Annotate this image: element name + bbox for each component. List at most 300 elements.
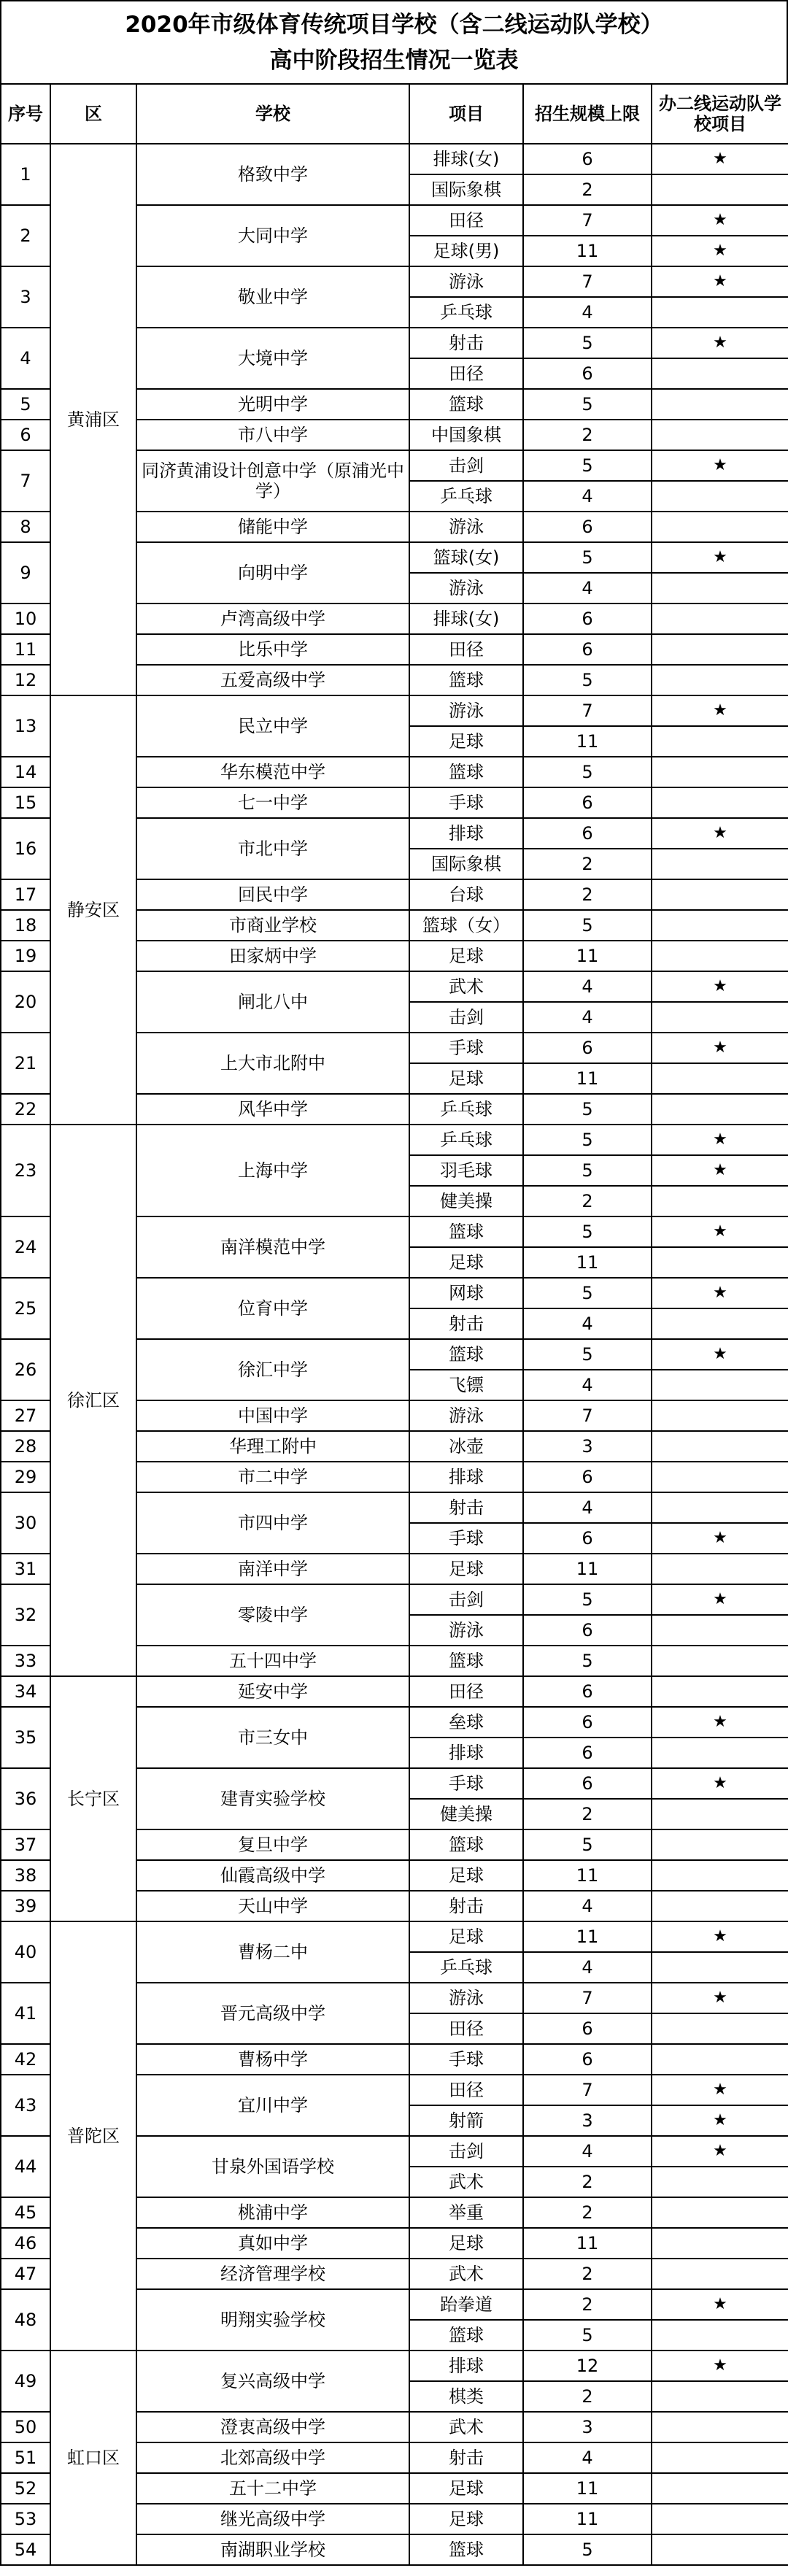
quota-value: 5	[523, 389, 652, 420]
school-name: 天山中学	[136, 1891, 409, 1921]
team-star: ★	[652, 236, 788, 266]
row-number: 22	[1, 1094, 50, 1125]
row-number: 30	[1, 1492, 50, 1554]
row-number: 50	[1, 2412, 50, 2442]
quota-value: 6	[523, 818, 652, 849]
table-row	[1, 1921, 788, 1952]
sport-item: 篮球	[409, 2320, 523, 2351]
quota-value: 5	[523, 665, 652, 695]
team-star	[652, 2534, 788, 2565]
team-star: ★	[652, 1216, 788, 1247]
quota-value: 4	[523, 1370, 652, 1400]
school-name: 仙霞高级中学	[136, 1860, 409, 1891]
school-name: 比乐中学	[136, 634, 409, 665]
team-star	[652, 297, 788, 328]
team-star	[652, 2442, 788, 2473]
quota-value: 6	[523, 787, 652, 818]
sport-item: 击剑	[409, 450, 523, 481]
quota-value: 2	[523, 1799, 652, 1829]
sport-item: 游泳	[409, 695, 523, 726]
team-star	[652, 603, 788, 634]
sport-item: 国际象棋	[409, 174, 523, 205]
sport-item: 足球	[409, 1554, 523, 1584]
school-name: 复旦中学	[136, 1829, 409, 1860]
quota-value: 2	[523, 420, 652, 450]
row-number: 29	[1, 1462, 50, 1492]
sport-item: 足球	[409, 1063, 523, 1094]
school-name: 大同中学	[136, 205, 409, 266]
quota-value: 6	[523, 603, 652, 634]
row-number: 18	[1, 910, 50, 941]
school-name: 上海中学	[136, 1125, 409, 1216]
school-name: 敬业中学	[136, 266, 409, 328]
school-name: 七一中学	[136, 787, 409, 818]
quota-value: 6	[523, 1768, 652, 1799]
row-number: 39	[1, 1891, 50, 1921]
team-star	[652, 1094, 788, 1125]
row-number: 19	[1, 941, 50, 971]
sport-item: 排球(女)	[409, 144, 523, 174]
row-number: 44	[1, 2136, 50, 2197]
team-star	[652, 910, 788, 941]
row-number: 21	[1, 1033, 50, 1094]
school-name: 甘泉外国语学校	[136, 2136, 409, 2197]
school-name: 明翔实验学校	[136, 2289, 409, 2351]
team-star	[652, 1676, 788, 1707]
team-star	[652, 1829, 788, 1860]
sport-item: 手球	[409, 1768, 523, 1799]
sport-item: 射击	[409, 328, 523, 358]
team-star	[652, 481, 788, 512]
quota-value: 6	[523, 1033, 652, 1063]
school-name: 复兴高级中学	[136, 2351, 409, 2412]
school-name: 风华中学	[136, 1094, 409, 1125]
row-number: 36	[1, 1768, 50, 1829]
team-star	[652, 512, 788, 542]
row-number: 10	[1, 603, 50, 634]
quota-value: 2	[523, 174, 652, 205]
row-number: 17	[1, 879, 50, 910]
team-star: ★	[652, 1523, 788, 1554]
school-name: 徐汇中学	[136, 1339, 409, 1400]
team-star: ★	[652, 1278, 788, 1308]
sport-item: 棋类	[409, 2381, 523, 2412]
quota-value: 3	[523, 2412, 652, 2442]
row-number: 4	[1, 328, 50, 389]
team-star: ★	[652, 1125, 788, 1155]
quota-value: 11	[523, 1554, 652, 1584]
row-number: 12	[1, 665, 50, 695]
quota-value: 11	[523, 236, 652, 266]
row-number: 33	[1, 1646, 50, 1676]
school-name: 建青实验学校	[136, 1768, 409, 1829]
sport-item: 乒乓球	[409, 1125, 523, 1155]
sport-item: 田径	[409, 2075, 523, 2105]
district-name: 静安区	[50, 695, 136, 1125]
quota-value: 2	[523, 2289, 652, 2320]
row-number: 47	[1, 2259, 50, 2289]
sport-item: 健美操	[409, 1186, 523, 1216]
sport-item: 射箭	[409, 2105, 523, 2136]
sport-item: 田径	[409, 205, 523, 236]
title-line-1: 2020年市级体育传统项目学校（含二线运动队学校）	[125, 12, 663, 38]
sport-item: 击剑	[409, 2136, 523, 2167]
sport-item: 篮球	[409, 1339, 523, 1370]
team-star	[652, 1002, 788, 1033]
quota-value: 5	[523, 1155, 652, 1186]
quota-value: 5	[523, 1216, 652, 1247]
sport-item: 篮球(女)	[409, 542, 523, 573]
quota-value: 4	[523, 971, 652, 1002]
quota-value: 4	[523, 1952, 652, 1983]
district-name: 虹口区	[50, 2351, 136, 2565]
row-number: 51	[1, 2442, 50, 2473]
row-number: 20	[1, 971, 50, 1033]
team-star: ★	[652, 1155, 788, 1186]
row-number: 8	[1, 512, 50, 542]
quota-value: 6	[523, 2013, 652, 2044]
school-name: 市二中学	[136, 1462, 409, 1492]
sport-item: 田径	[409, 634, 523, 665]
sport-item: 射击	[409, 1891, 523, 1921]
row-number: 54	[1, 2534, 50, 2565]
quota-value: 6	[523, 1523, 652, 1554]
team-star: ★	[652, 695, 788, 726]
school-name: 华东模范中学	[136, 757, 409, 787]
sport-item: 手球	[409, 1033, 523, 1063]
row-number: 35	[1, 1707, 50, 1768]
quota-value: 4	[523, 481, 652, 512]
row-number: 16	[1, 818, 50, 879]
sport-item: 田径	[409, 358, 523, 389]
quota-value: 12	[523, 2351, 652, 2381]
team-star: ★	[652, 1768, 788, 1799]
team-star	[652, 1462, 788, 1492]
row-number: 31	[1, 1554, 50, 1584]
school-name: 上大市北附中	[136, 1033, 409, 1094]
team-star	[652, 174, 788, 205]
quota-value: 2	[523, 1186, 652, 1216]
quota-value: 4	[523, 1891, 652, 1921]
sport-item: 足球	[409, 2228, 523, 2259]
team-star	[652, 389, 788, 420]
row-number: 28	[1, 1431, 50, 1462]
sport-item: 射击	[409, 2442, 523, 2473]
sport-item: 游泳	[409, 1615, 523, 1646]
sport-item: 足球	[409, 2504, 523, 2534]
quota-value: 3	[523, 2105, 652, 2136]
quota-value: 5	[523, 542, 652, 573]
sport-item: 游泳	[409, 1983, 523, 2013]
quota-value: 5	[523, 328, 652, 358]
header-team: 办二线运动队学校项目	[652, 84, 788, 144]
sport-item: 足球	[409, 1860, 523, 1891]
team-star	[652, 2228, 788, 2259]
quota-value: 6	[523, 144, 652, 174]
sport-item: 跆拳道	[409, 2289, 523, 2320]
sport-item: 中国象棋	[409, 420, 523, 450]
school-name: 民立中学	[136, 695, 409, 757]
school-name: 卢湾高级中学	[136, 603, 409, 634]
quota-value: 4	[523, 1002, 652, 1033]
row-number: 2	[1, 205, 50, 266]
sport-item: 手球	[409, 1523, 523, 1554]
sport-item: 台球	[409, 879, 523, 910]
team-star	[652, 2013, 788, 2044]
team-star	[652, 1799, 788, 1829]
table-row	[1, 1125, 788, 1155]
team-star	[652, 1370, 788, 1400]
quota-value: 2	[523, 2167, 652, 2197]
quota-value: 7	[523, 266, 652, 297]
quota-value: 7	[523, 205, 652, 236]
row-number: 24	[1, 1216, 50, 1278]
sport-item: 国际象棋	[409, 849, 523, 879]
sport-item: 击剑	[409, 1002, 523, 1033]
school-name: 五十四中学	[136, 1646, 409, 1676]
quota-value: 4	[523, 2136, 652, 2167]
district-name: 黄浦区	[50, 144, 136, 695]
sport-item: 乒乓球	[409, 481, 523, 512]
school-name: 南洋中学	[136, 1554, 409, 1584]
sport-item: 健美操	[409, 1799, 523, 1829]
school-name: 南洋模范中学	[136, 1216, 409, 1278]
team-star	[652, 1308, 788, 1339]
sport-item: 冰壶	[409, 1431, 523, 1462]
sport-item: 足球(男)	[409, 236, 523, 266]
sport-item: 网球	[409, 1278, 523, 1308]
quota-value: 2	[523, 849, 652, 879]
quota-value: 5	[523, 2534, 652, 2565]
school-name: 曹杨中学	[136, 2044, 409, 2075]
quota-value: 6	[523, 358, 652, 389]
row-number: 37	[1, 1829, 50, 1860]
team-star	[652, 1860, 788, 1891]
row-number: 5	[1, 389, 50, 420]
row-number: 45	[1, 2197, 50, 2228]
quota-value: 5	[523, 1339, 652, 1370]
team-star: ★	[652, 971, 788, 1002]
sport-item: 排球(女)	[409, 603, 523, 634]
district-name: 徐汇区	[50, 1125, 136, 1676]
quota-value: 6	[523, 512, 652, 542]
team-star: ★	[652, 1983, 788, 2013]
row-number: 11	[1, 634, 50, 665]
quota-value: 5	[523, 757, 652, 787]
quota-value: 2	[523, 2381, 652, 2412]
school-name: 市三女中	[136, 1707, 409, 1768]
row-number: 13	[1, 695, 50, 757]
row-number: 46	[1, 2228, 50, 2259]
sport-item: 排球	[409, 818, 523, 849]
document-title	[0, 0, 788, 83]
team-star: ★	[652, 2075, 788, 2105]
team-star: ★	[652, 1584, 788, 1615]
quota-value: 5	[523, 1125, 652, 1155]
team-star: ★	[652, 2136, 788, 2167]
sport-item: 田径	[409, 1676, 523, 1707]
quota-value: 6	[523, 2044, 652, 2075]
quota-value: 7	[523, 695, 652, 726]
team-star	[652, 1063, 788, 1094]
sport-item: 足球	[409, 1247, 523, 1278]
sport-item: 篮球	[409, 2534, 523, 2565]
team-star: ★	[652, 1707, 788, 1738]
row-number: 6	[1, 420, 50, 450]
team-star	[652, 1247, 788, 1278]
quota-value: 5	[523, 910, 652, 941]
quota-value: 2	[523, 2259, 652, 2289]
row-number: 3	[1, 266, 50, 328]
school-name: 五爱高级中学	[136, 665, 409, 695]
school-name: 曹杨二中	[136, 1921, 409, 1983]
district-name: 长宁区	[50, 1676, 136, 1921]
sport-item: 篮球	[409, 389, 523, 420]
quota-value: 11	[523, 726, 652, 757]
school-name: 光明中学	[136, 389, 409, 420]
header-quota: 招生规模上限	[523, 84, 652, 144]
school-name: 五十二中学	[136, 2473, 409, 2504]
row-number: 48	[1, 2289, 50, 2351]
quota-value: 11	[523, 1860, 652, 1891]
quota-value: 11	[523, 2228, 652, 2259]
school-name: 市四中学	[136, 1492, 409, 1554]
team-star	[652, 1431, 788, 1462]
team-star: ★	[652, 542, 788, 573]
sport-item: 射击	[409, 1308, 523, 1339]
team-star	[652, 1615, 788, 1646]
team-star: ★	[652, 450, 788, 481]
sport-item: 游泳	[409, 573, 523, 603]
header-row	[1, 84, 788, 144]
sport-item: 手球	[409, 2044, 523, 2075]
quota-value: 6	[523, 1707, 652, 1738]
team-star	[652, 941, 788, 971]
school-name: 零陵中学	[136, 1584, 409, 1646]
quota-value: 11	[523, 2473, 652, 2504]
row-number: 53	[1, 2504, 50, 2534]
table-row	[1, 2351, 788, 2381]
row-number: 49	[1, 2351, 50, 2412]
team-star	[652, 2504, 788, 2534]
sport-item: 篮球	[409, 1216, 523, 1247]
quota-value: 2	[523, 2197, 652, 2228]
quota-value: 4	[523, 297, 652, 328]
school-name: 中国中学	[136, 1400, 409, 1431]
sport-item: 游泳	[409, 1400, 523, 1431]
header-item: 项目	[409, 84, 523, 144]
team-star	[652, 1186, 788, 1216]
quota-value: 4	[523, 2442, 652, 2473]
team-star	[652, 2197, 788, 2228]
row-number: 32	[1, 1584, 50, 1646]
school-name: 位育中学	[136, 1278, 409, 1339]
team-star	[652, 726, 788, 757]
school-name: 延安中学	[136, 1676, 409, 1707]
team-star	[652, 2259, 788, 2289]
quota-value: 7	[523, 1983, 652, 2013]
row-number: 26	[1, 1339, 50, 1400]
school-name: 南湖职业学校	[136, 2534, 409, 2565]
sport-item: 排球	[409, 2351, 523, 2381]
quota-value: 11	[523, 1921, 652, 1952]
sport-item: 举重	[409, 2197, 523, 2228]
quota-value: 5	[523, 2320, 652, 2351]
row-number: 23	[1, 1125, 50, 1216]
team-star: ★	[652, 1921, 788, 1952]
team-star: ★	[652, 144, 788, 174]
team-star	[652, 1738, 788, 1768]
school-name: 澄衷高级中学	[136, 2412, 409, 2442]
row-number: 40	[1, 1921, 50, 1983]
team-star	[652, 849, 788, 879]
school-name: 华理工附中	[136, 1431, 409, 1462]
team-star	[652, 1492, 788, 1523]
sport-item: 排球	[409, 1462, 523, 1492]
sport-item: 足球	[409, 1921, 523, 1952]
team-star	[652, 2473, 788, 2504]
school-name: 大境中学	[136, 328, 409, 389]
sport-item: 羽毛球	[409, 1155, 523, 1186]
sport-item: 游泳	[409, 266, 523, 297]
team-star	[652, 573, 788, 603]
team-star	[652, 879, 788, 910]
quota-value: 5	[523, 1829, 652, 1860]
row-number: 9	[1, 542, 50, 603]
sport-item: 武术	[409, 2259, 523, 2289]
school-name: 回民中学	[136, 879, 409, 910]
quota-value: 6	[523, 1738, 652, 1768]
team-star	[652, 2320, 788, 2351]
quota-value: 6	[523, 1462, 652, 1492]
sport-item: 射击	[409, 1492, 523, 1523]
team-star	[652, 1891, 788, 1921]
row-number: 15	[1, 787, 50, 818]
row-number: 38	[1, 1860, 50, 1891]
sport-item: 乒乓球	[409, 1952, 523, 1983]
sport-item: 篮球	[409, 1646, 523, 1676]
team-star: ★	[652, 205, 788, 236]
sport-item: 篮球	[409, 665, 523, 695]
team-star: ★	[652, 2351, 788, 2381]
school-name: 北郊高级中学	[136, 2442, 409, 2473]
team-star: ★	[652, 1033, 788, 1063]
school-name: 市商业学校	[136, 910, 409, 941]
team-star	[652, 1400, 788, 1431]
team-star: ★	[652, 2289, 788, 2320]
quota-value: 11	[523, 941, 652, 971]
sport-item: 游泳	[409, 512, 523, 542]
team-star: ★	[652, 818, 788, 849]
team-star: ★	[652, 2105, 788, 2136]
row-number: 43	[1, 2075, 50, 2136]
sport-item: 武术	[409, 971, 523, 1002]
team-star: ★	[652, 328, 788, 358]
sport-item: 篮球（女）	[409, 910, 523, 941]
school-name: 闸北八中	[136, 971, 409, 1033]
header-district: 区	[50, 84, 136, 144]
team-star	[652, 787, 788, 818]
quota-value: 5	[523, 1278, 652, 1308]
school-name: 宜川中学	[136, 2075, 409, 2136]
row-number: 25	[1, 1278, 50, 1339]
table-row	[1, 695, 788, 726]
team-star	[652, 2381, 788, 2412]
quota-value: 4	[523, 573, 652, 603]
row-number: 52	[1, 2473, 50, 2504]
team-star	[652, 358, 788, 389]
school-name: 市八中学	[136, 420, 409, 450]
